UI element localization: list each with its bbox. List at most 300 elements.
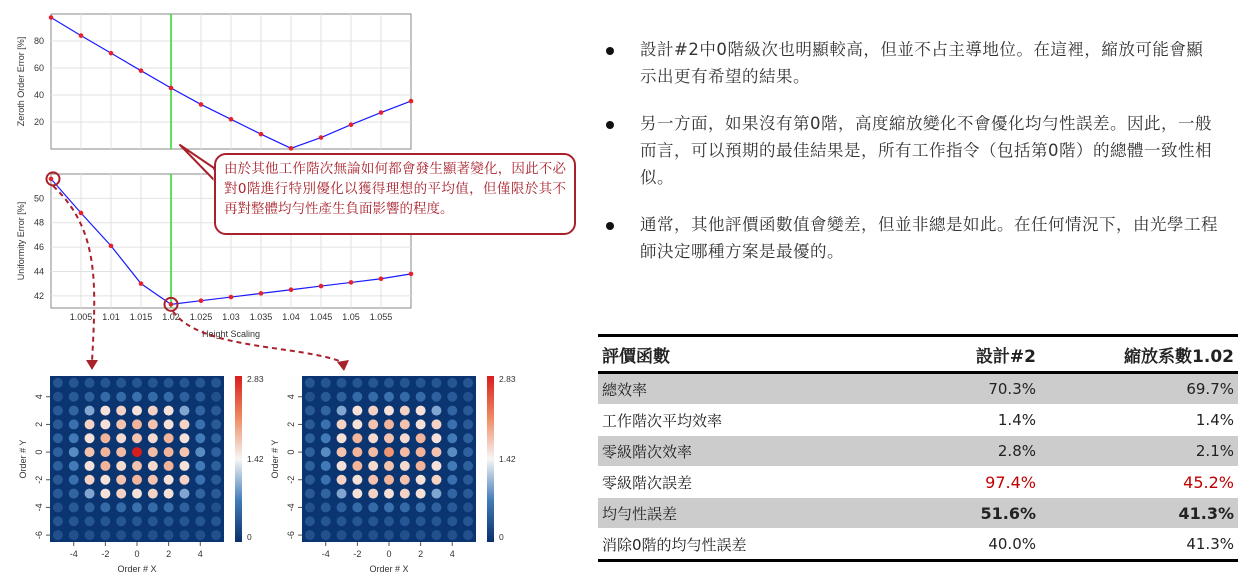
data-point xyxy=(409,272,414,277)
heatmap-dot xyxy=(85,433,95,443)
colorbar-tick-label: 2.83 xyxy=(247,374,264,384)
heatmap-dot xyxy=(195,447,205,457)
y-tick-label: 2 xyxy=(286,421,296,427)
heatmap-dot xyxy=(337,516,347,526)
y-tick-label: -6 xyxy=(286,531,296,540)
heatmap-dot xyxy=(368,516,378,526)
heatmap-dot xyxy=(179,406,189,416)
heatmap-dot xyxy=(148,530,158,540)
heatmap-dot xyxy=(69,461,79,471)
table-cell-value: 69.7% xyxy=(1040,373,1238,405)
heatmap-dot xyxy=(148,461,158,471)
x-axis-label: Height Scaling xyxy=(201,329,261,339)
y-tick-label: 0 xyxy=(286,449,296,455)
heatmap-dot xyxy=(321,475,331,485)
heatmap-dot xyxy=(447,392,457,402)
heatmap-dot xyxy=(384,419,394,429)
bullet-item xyxy=(600,110,1220,191)
heatmap-dot xyxy=(211,406,221,416)
heatmap-dot xyxy=(211,378,221,388)
table-row-label: 工作階次平均效率 xyxy=(598,405,842,436)
heatmap-dot xyxy=(368,392,378,402)
heatmap-dot xyxy=(211,447,221,457)
heatmap-dot xyxy=(384,516,394,526)
x-tick-label: 4 xyxy=(197,549,203,559)
heatmap-dot xyxy=(321,447,331,457)
heatmap-dot xyxy=(85,516,95,526)
heatmap-dot xyxy=(321,419,331,429)
heatmap-dot xyxy=(69,502,79,512)
heatmap-dot xyxy=(416,392,426,402)
heatmap-dot xyxy=(179,489,189,499)
heatmap-dot xyxy=(305,516,315,526)
heatmap-dot xyxy=(431,516,441,526)
heatmap-dot xyxy=(211,489,221,499)
table-row xyxy=(598,498,1238,529)
heatmap-dot xyxy=(337,433,347,443)
heatmap-dot xyxy=(148,489,158,499)
table-header-row xyxy=(598,336,1238,373)
heatmap-dot xyxy=(337,419,347,429)
heatmap-dot xyxy=(69,406,79,416)
heatmap-dot xyxy=(431,406,441,416)
table-cell-value: 2.8% xyxy=(842,436,1040,467)
heatmap-dot xyxy=(179,461,189,471)
data-point xyxy=(259,291,264,296)
colorbar-tick-label: 0 xyxy=(247,532,252,542)
data-point xyxy=(229,295,234,300)
heatmap-dot xyxy=(352,530,362,540)
heatmap-dot xyxy=(431,433,441,443)
heatmap-dot xyxy=(53,406,63,416)
heatmap-dot xyxy=(164,406,174,416)
heatmap-dot xyxy=(463,433,473,443)
heatmap-dot xyxy=(463,406,473,416)
heatmap-dot xyxy=(179,447,189,457)
heatmap-dot xyxy=(352,516,362,526)
heatmap-dot xyxy=(352,489,362,499)
data-point xyxy=(109,51,114,56)
heatmap-dot xyxy=(132,475,142,485)
data-point xyxy=(169,86,174,91)
heatmap-dot xyxy=(179,530,189,540)
heatmap-dot xyxy=(431,530,441,540)
table-row-label: 均勻性誤差 xyxy=(598,498,842,529)
heatmap-dot xyxy=(69,378,79,388)
data-point xyxy=(319,135,324,140)
heatmap-dot xyxy=(463,530,473,540)
table-row xyxy=(598,405,1238,436)
heatmap-dot xyxy=(447,502,457,512)
data-point xyxy=(139,68,144,73)
table-header-cell: 縮放系數1.02 xyxy=(1040,336,1238,373)
heatmap-dot xyxy=(164,530,174,540)
table-cell-value: 1.4% xyxy=(1040,405,1238,436)
y-tick-label: 2 xyxy=(34,421,44,427)
table-cell-value: 2.1% xyxy=(1040,436,1238,467)
table-cell-value: 97.4% xyxy=(842,467,1040,498)
heatmap-dot xyxy=(384,475,394,485)
table-row xyxy=(598,467,1238,498)
heatmap-dot xyxy=(100,419,110,429)
data-point xyxy=(349,280,354,285)
heatmap-dot xyxy=(211,502,221,512)
heatmap-dot xyxy=(321,378,331,388)
y-tick-label: 50 xyxy=(33,193,44,204)
heatmap-dot xyxy=(100,502,110,512)
heatmap-dot xyxy=(305,447,315,457)
data-point xyxy=(289,146,294,151)
data-point xyxy=(79,33,84,38)
heatmap-dot xyxy=(463,392,473,402)
heatmap-dot xyxy=(337,475,347,485)
heatmap-dot xyxy=(148,447,158,457)
heatmap-dot xyxy=(164,516,174,526)
heatmap-dot xyxy=(431,461,441,471)
heatmap-dot xyxy=(463,378,473,388)
heatmap-dot xyxy=(321,530,331,540)
heatmap-dot xyxy=(116,461,126,471)
heatmap-dot xyxy=(116,378,126,388)
merit-function-table xyxy=(598,334,1238,562)
heatmap-dot xyxy=(447,433,457,443)
heatmap-dot xyxy=(116,502,126,512)
heatmap-dot xyxy=(337,489,347,499)
x-tick-label: -4 xyxy=(69,549,78,559)
heatmap-dot xyxy=(384,530,394,540)
bullet-dot-icon xyxy=(606,121,614,129)
heatmap-dot xyxy=(447,461,457,471)
heatmap-dot xyxy=(416,516,426,526)
heatmap-dot xyxy=(368,378,378,388)
heatmap-dot xyxy=(400,433,410,443)
y-tick-label: 46 xyxy=(33,242,44,253)
heatmap-dot xyxy=(463,475,473,485)
heatmap-dot xyxy=(116,475,126,485)
heatmap-dot xyxy=(69,489,79,499)
heatmap-dot xyxy=(53,516,63,526)
heatmap-dot xyxy=(53,433,63,443)
x-tick-label: 1.025 xyxy=(189,312,213,322)
heatmap-dot xyxy=(416,502,426,512)
heatmap-dot xyxy=(179,502,189,512)
table-cell-value: 41.3% xyxy=(1040,498,1238,529)
heatmap-dot xyxy=(416,461,426,471)
colorbar xyxy=(235,376,242,542)
heatmap-dot xyxy=(400,502,410,512)
x-axis-label: Order # X xyxy=(117,564,157,574)
heatmap-dot xyxy=(400,378,410,388)
heatmap-dot xyxy=(148,502,158,512)
x-tick-label: 4 xyxy=(449,549,455,559)
heatmap-dot xyxy=(132,516,142,526)
x-tick-label: -4 xyxy=(321,549,330,559)
heatmap-dot xyxy=(211,516,221,526)
table-cell-value: 40.0% xyxy=(842,529,1040,561)
heatmap-dot xyxy=(148,406,158,416)
y-tick-label: -4 xyxy=(34,503,44,512)
heatmap-dot xyxy=(368,489,378,499)
x-tick-label: 1.035 xyxy=(249,312,273,322)
heatmap-dot xyxy=(416,475,426,485)
heatmap-dot xyxy=(400,461,410,471)
data-point xyxy=(229,117,234,122)
heatmap-dot xyxy=(85,419,95,429)
heatmap-dot xyxy=(305,530,315,540)
heatmap-dot xyxy=(179,475,189,485)
heatmap-dot xyxy=(368,433,378,443)
y-tick-label: -2 xyxy=(34,475,44,484)
y-axis-label: Order # Y xyxy=(270,439,280,479)
heatmap-dot xyxy=(132,392,142,402)
colorbar-tick-label: 1.42 xyxy=(247,454,264,464)
y-axis-label: Uniformity Error [%] xyxy=(16,201,26,281)
heatmap-dot xyxy=(384,406,394,416)
x-tick-label: -2 xyxy=(101,549,110,559)
heatmap-dot xyxy=(416,406,426,416)
heatmap-dot xyxy=(164,433,174,443)
table-cell-value: 41.3% xyxy=(1040,529,1238,561)
heatmap-dot xyxy=(321,461,331,471)
heatmap-dot xyxy=(211,433,221,443)
heatmap-dot xyxy=(100,378,110,388)
y-axis-label: Zeroth Order Error [%] xyxy=(16,36,26,127)
heatmap-dot xyxy=(431,447,441,457)
heatmap-dot xyxy=(321,502,331,512)
heatmap-dot xyxy=(116,419,126,429)
heatmap-dot xyxy=(463,419,473,429)
data-point xyxy=(379,110,384,115)
y-tick-label: 48 xyxy=(33,217,44,228)
heatmap-dot xyxy=(352,433,362,443)
data-point xyxy=(49,177,54,182)
heatmap-dot xyxy=(400,406,410,416)
heatmap-dot xyxy=(337,502,347,512)
table-cell-value: 1.4% xyxy=(842,405,1040,436)
heatmap-dot xyxy=(384,502,394,512)
heatmap-dot xyxy=(132,489,142,499)
heatmap-dot xyxy=(368,530,378,540)
heatmap-dot xyxy=(53,378,63,388)
heatmap-dot xyxy=(195,461,205,471)
table-row xyxy=(598,529,1238,561)
y-axis-label: Order # Y xyxy=(18,439,28,479)
heatmap-dot xyxy=(116,530,126,540)
heatmap-dot xyxy=(132,461,142,471)
heatmap-dot xyxy=(164,475,174,485)
x-tick-label: 0 xyxy=(386,549,392,559)
heatmap-dot xyxy=(195,433,205,443)
heatmap-dot xyxy=(69,475,79,485)
x-tick-label: 2 xyxy=(418,549,424,559)
y-tick-label: -2 xyxy=(286,475,296,484)
arrow-head-icon xyxy=(86,360,98,370)
heatmap-dot xyxy=(85,502,95,512)
heatmap-dot xyxy=(53,461,63,471)
heatmap-dot xyxy=(179,378,189,388)
heatmap-dot xyxy=(132,447,142,457)
heatmap-dot xyxy=(195,475,205,485)
heatmap-dot xyxy=(53,419,63,429)
heatmap-dot xyxy=(352,378,362,388)
heatmap-dot xyxy=(164,502,174,512)
y-tick-label: 40 xyxy=(33,90,44,100)
heatmap-dot xyxy=(384,489,394,499)
colorbar-tick-label: 1.42 xyxy=(499,454,516,464)
data-point xyxy=(289,287,294,292)
heatmap-dot xyxy=(132,530,142,540)
y-tick-label: 80 xyxy=(33,36,44,46)
bullet-item xyxy=(600,211,1220,265)
data-point xyxy=(169,302,174,307)
heatmap-dot xyxy=(148,419,158,429)
heatmap-dot xyxy=(85,447,95,457)
heatmap-dot xyxy=(85,378,95,388)
heatmap-dot xyxy=(116,392,126,402)
heatmap-dot xyxy=(195,502,205,512)
heatmap-dot xyxy=(416,489,426,499)
heatmap-dot xyxy=(447,419,457,429)
heatmap-dot xyxy=(53,530,63,540)
heatmap-dot xyxy=(447,489,457,499)
heatmap-dot xyxy=(85,406,95,416)
heatmap-dot xyxy=(384,392,394,402)
heatmap-dot xyxy=(211,461,221,471)
heatmap-dot xyxy=(179,392,189,402)
heatmap-dot xyxy=(148,433,158,443)
bullet-list xyxy=(600,36,1220,285)
heatmap-dot xyxy=(100,461,110,471)
y-tick-label: 44 xyxy=(33,266,44,277)
bullet-item xyxy=(600,36,1220,90)
heatmap-dot xyxy=(400,489,410,499)
charts-area xyxy=(0,0,600,586)
heatmap-dot xyxy=(100,392,110,402)
heatmap-dot xyxy=(211,419,221,429)
heatmap-dot xyxy=(400,475,410,485)
heatmap-dot xyxy=(195,530,205,540)
heatmap-dot xyxy=(416,378,426,388)
bullet-dot-icon xyxy=(606,222,614,230)
heatmap-dot xyxy=(211,392,221,402)
heatmap-dot xyxy=(416,433,426,443)
heatmap-dot xyxy=(431,419,441,429)
heatmap-dot xyxy=(463,502,473,512)
heatmap-dot xyxy=(116,433,126,443)
heatmap-dot xyxy=(69,419,79,429)
heatmap-dot xyxy=(85,530,95,540)
heatmap-dot xyxy=(164,419,174,429)
heatmap-dot xyxy=(400,516,410,526)
heatmap-dot xyxy=(447,530,457,540)
y-tick-label: 4 xyxy=(34,394,44,400)
heatmap-dot xyxy=(179,419,189,429)
heatmap-dot xyxy=(321,406,331,416)
table-row xyxy=(598,436,1238,467)
heatmap-dot xyxy=(195,378,205,388)
data-point xyxy=(49,15,54,20)
heatmap-dot xyxy=(100,530,110,540)
heatmap-dot xyxy=(352,406,362,416)
x-tick-label: 1.055 xyxy=(369,312,393,322)
heatmap-dot xyxy=(69,516,79,526)
heatmap-dot xyxy=(337,392,347,402)
heatmap-dot xyxy=(337,461,347,471)
heatmap-dot xyxy=(305,378,315,388)
data-point xyxy=(349,122,354,127)
heatmap-dot xyxy=(132,406,142,416)
data-point xyxy=(379,276,384,281)
x-tick-label: 1.04 xyxy=(282,312,300,322)
x-tick-label: 1.02 xyxy=(162,312,180,322)
heatmap-dot xyxy=(352,419,362,429)
heatmap-dot xyxy=(100,433,110,443)
x-tick-label: 1.015 xyxy=(129,312,153,322)
heatmap-dot xyxy=(116,516,126,526)
heatmap-dot xyxy=(431,489,441,499)
heatmap-dot xyxy=(431,502,441,512)
bullet-text: 另一方面，如果沒有第0階，高度縮放變化不會優化均勻性誤差。因此，一般而言，可以預期的最佳結果是，所有工作指令（包括第0階）的總體一致性相似。 xyxy=(640,114,1212,187)
y-tick-label: -4 xyxy=(286,503,296,512)
bullet-text: 設計#2中0階級次也明顯較高，但並不占主導地位。在這裡，縮放可能會顯示出更有希望的結果。 xyxy=(640,40,1204,86)
arrow-head-icon xyxy=(337,360,349,371)
heatmap-dot xyxy=(384,433,394,443)
heatmap-dot xyxy=(100,447,110,457)
table-header-cell: 評價函數 xyxy=(598,336,842,373)
heatmap-dot xyxy=(53,475,63,485)
heatmap-dot xyxy=(305,461,315,471)
heatmap-dot xyxy=(416,447,426,457)
heatmap-dot xyxy=(368,461,378,471)
heatmap-dot xyxy=(463,516,473,526)
heatmap-dot xyxy=(211,530,221,540)
heatmap-dot xyxy=(321,489,331,499)
heatmap-dot xyxy=(116,489,126,499)
heatmap-dot xyxy=(352,461,362,471)
heatmap-dot xyxy=(195,406,205,416)
heatmap-dot xyxy=(463,447,473,457)
heatmap-dot xyxy=(305,475,315,485)
callout-text: 由於其他工作階次無論如何都會發生顯著變化，因此不必對0階進行特別優化以獲得理想的平均值，但僅限於其不再對整體均勻性產生負面影響的程度。 xyxy=(224,161,566,217)
table-cell-value: 70.3% xyxy=(842,373,1040,405)
table-row-label: 零級階次效率 xyxy=(598,436,842,467)
heatmap-dot xyxy=(305,489,315,499)
heatmap-dot xyxy=(368,447,378,457)
heatmap-dot xyxy=(368,475,378,485)
heatmap-dot xyxy=(337,406,347,416)
heatmap-dot xyxy=(368,406,378,416)
table-row-label: 零級階次誤差 xyxy=(598,467,842,498)
heatmap-dot xyxy=(337,447,347,457)
heatmap-dot xyxy=(179,433,189,443)
heatmap-dot xyxy=(100,516,110,526)
heatmap-dot xyxy=(384,378,394,388)
table-row-label: 消除0階的均勻性誤差 xyxy=(598,529,842,561)
heatmap-dot xyxy=(164,392,174,402)
heatmap-dot xyxy=(400,392,410,402)
heatmap-dot xyxy=(100,489,110,499)
heatmap-dot xyxy=(132,433,142,443)
heatmap-dot xyxy=(447,475,457,485)
heatmap-dot xyxy=(195,516,205,526)
heatmap-dot xyxy=(69,433,79,443)
heatmap-dot xyxy=(463,489,473,499)
heatmap-dot xyxy=(100,475,110,485)
heatmap-dot xyxy=(164,447,174,457)
heatmap-dot xyxy=(305,502,315,512)
heatmap-dot xyxy=(384,447,394,457)
heatmap-dot xyxy=(305,406,315,416)
